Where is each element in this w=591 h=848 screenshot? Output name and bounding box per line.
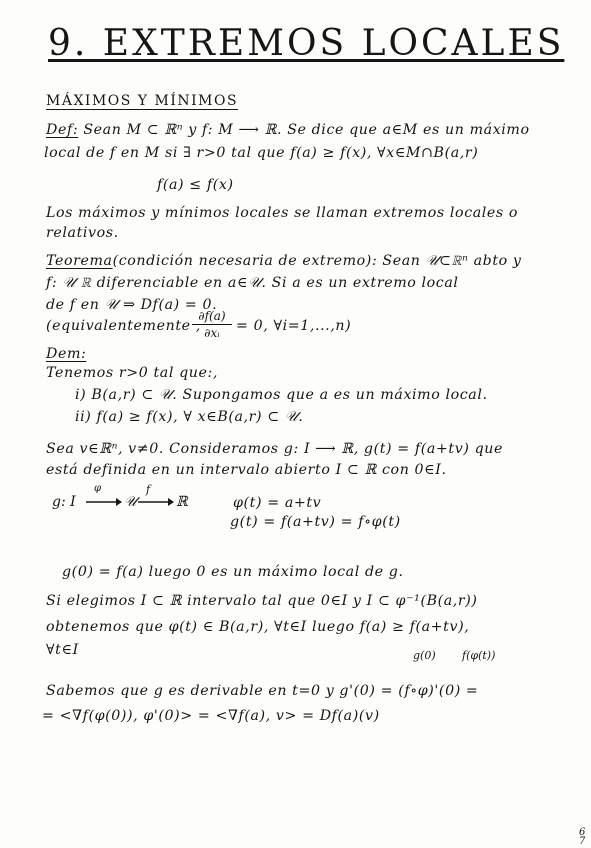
theorem-label: Teorema xyxy=(46,253,113,269)
phi-definition: φ(t) = a+tv xyxy=(233,495,322,511)
sea-line-2: está definida en un intervalo abierto I ⊂ ℝ con 0∈I. xyxy=(46,462,447,478)
theorem-line-1 xyxy=(46,254,522,268)
arrow-f-head xyxy=(168,498,174,506)
composition-map-mid: 𝒰 xyxy=(124,494,137,510)
definition-line-1 xyxy=(46,123,530,137)
definition-text-1: Sean M ⊂ ℝⁿ y f: M ⟶ ℝ. Se dice que a∈M es un máximo xyxy=(83,122,530,138)
equivalent-prefix: (equivalentemente , xyxy=(46,318,201,334)
page-number: 67 xyxy=(579,827,586,847)
fraction-denominator: ∂xᵢ xyxy=(204,326,220,340)
choose-line-3: ∀t∈I xyxy=(46,642,79,658)
g-definition: g(t) = f(a+tv) = f∘φ(t) xyxy=(230,514,401,530)
choose-line-2: obtenemos que φ(t) ∈ B(a,r), ∀t∈I luego f(a) ≥ f(a+tv), xyxy=(46,619,470,635)
extremes-line-2: relativos. xyxy=(46,225,119,241)
derivative-line-2: = <∇f(φ(0)), φ'(0)> = <∇f(a), v> = Df(a)(v) xyxy=(42,708,380,724)
extremes-line-1: Los máximos y mínimos locales se llaman extremos locales o xyxy=(46,205,519,221)
composition-map-end: ℝ xyxy=(176,494,188,510)
theorem-text-1: (condición necesaria de extremo): Sean 𝒰⊂ℝⁿ abto y xyxy=(112,253,522,269)
arrow-f-label: f xyxy=(146,483,151,496)
theorem-line-2: f: 𝒰 ℝ diferenciable en a∈𝒰. Si a es un extremo local xyxy=(46,275,459,291)
choose-line-1: Si elegimos I ⊂ ℝ intervalo tal que 0∈I y I ⊂ φ⁻¹(B(a,r)) xyxy=(46,593,478,609)
proof-item-ii: ii) f(a) ≥ f(x), ∀ x∈B(a,r) ⊂ 𝒰. xyxy=(75,409,304,425)
g0-line: g(0) = f(a) luego 0 es un máximo local de g. xyxy=(62,564,404,580)
sea-line-1: Sea v∈ℝⁿ, v≠0. Consideramos g: I ⟶ ℝ, g(t) = f(a+tv) que xyxy=(46,441,503,457)
theorem-line-3: de f en 𝒰 ⇒ Df(a) = 0. xyxy=(46,297,218,313)
proof-item-i: i) B(a,r) ⊂ 𝒰. Supongamos que a es un máximo local. xyxy=(75,387,488,403)
arrow-phi-head xyxy=(116,498,122,506)
equivalent-suffix: = 0, ∀i=1,...,n) xyxy=(236,318,352,334)
arrow-phi-label: φ xyxy=(94,483,102,494)
proof-label: Dem: xyxy=(46,346,87,362)
partial-derivative-fraction xyxy=(192,309,232,340)
definition-line-2: local de f en M si ∃ r>0 tal que f(a) ≥ f(x), ∀x∈M∩B(a,r) xyxy=(44,145,479,161)
minimum-condition: f(a) ≤ f(x) xyxy=(157,177,234,193)
page-title: 9. EXTREMOS LOCALES xyxy=(48,23,565,64)
under-right-annotation: f(φ(t)) xyxy=(462,649,496,662)
proof-line-1: Tenemos r>0 tal que:, xyxy=(46,365,218,381)
composition-map-start: g: I xyxy=(52,494,76,510)
derivative-line-1: Sabemos que g es derivable en t=0 y g'(0) = (f∘φ)'(0) = xyxy=(46,683,479,699)
definition-label: Def: xyxy=(46,122,79,138)
fraction-numerator: ∂f(a) xyxy=(192,309,232,325)
under-left-annotation: g(0) xyxy=(413,649,436,662)
section-heading: MÁXIMOS Y MÍNIMOS xyxy=(46,93,239,109)
